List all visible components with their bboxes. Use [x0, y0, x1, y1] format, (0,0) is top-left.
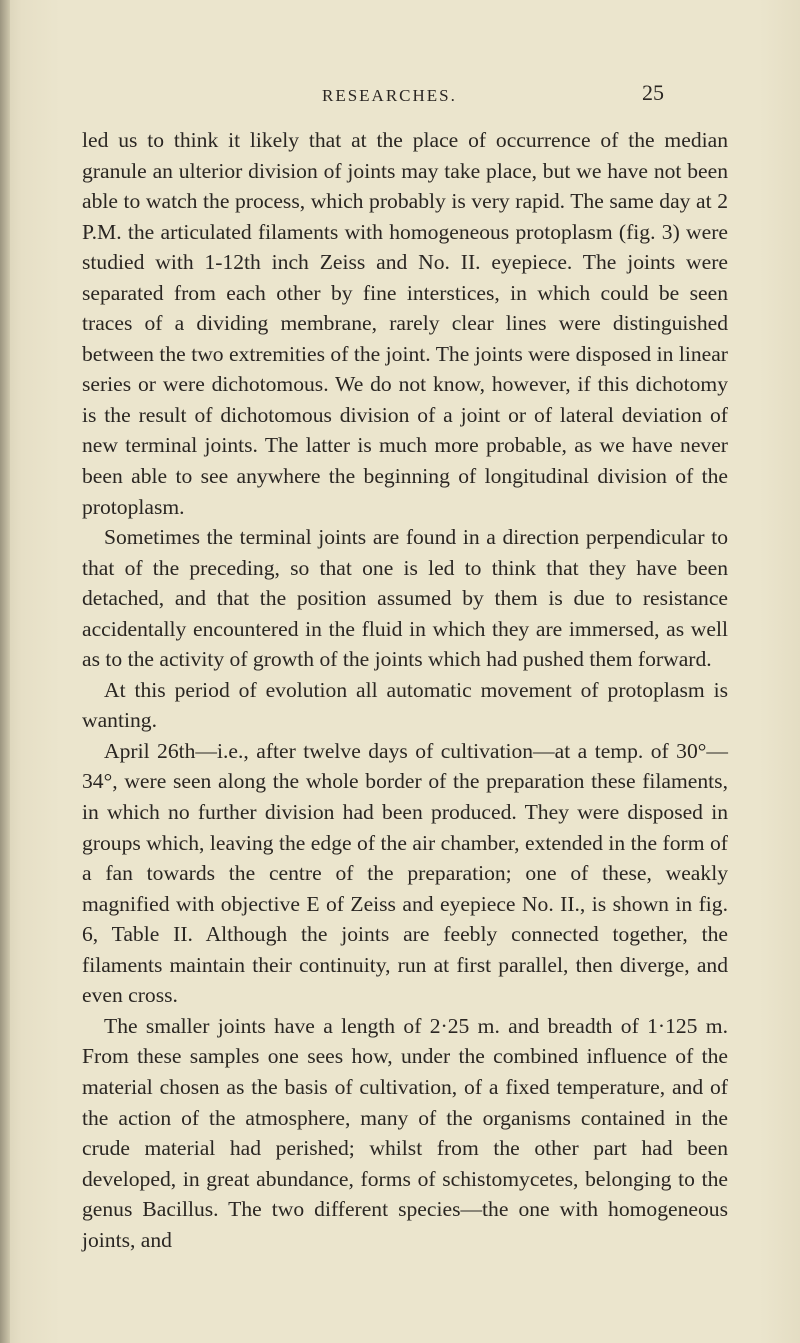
page-number: 25 — [642, 80, 664, 105]
paragraph: The smaller joints have a length of 2·25 m. and breadth of 1·125 m. From these samples one sees how, under the combined influence of the material chosen as the basis of cultivation, of a fixed temperature, and of the action of the atmosphere, many of the organisms contained in the crude material had perished; whilst from the other part had been developed, in great abundance, forms of schistomycetes, belonging to the genus Bacillus. The two different species—the one with homogeneous joints, and — [82, 1013, 728, 1252]
paragraph: Sometimes the terminal joints are found in a direction perpendicular to that of the preceding, so that one is led to think that they have been detached, and that the position assumed by them is due to resistance accidentally encountered in the fluid in which they are immersed, as well as to the activity of growth of the joints which had pushed them forward. — [82, 525, 728, 672]
book-spine-shadow — [0, 0, 10, 1343]
paragraph: April 26th—i.e., after twelve days of cultivation—at a temp. of 30°—34°, were seen along the whole border of the preparation these filaments, in which no further division had been produced. They were disposed in groups which, leaving the edge of the air chamber, extended in the form of a fan towards the centre of the preparation; one of these, weakly magnified with objective E of Zeiss and eyepiece No. II., is shown in fig. 6, Table II. Although the joints are feebly connected together, the filaments maintain their continuity, run at first parallel, then diverge, and even cross. — [82, 738, 728, 1008]
page-header — [0, 80, 800, 116]
paragraph: led us to think it likely that at the place of occurrence of the median granule an ulterior division of joints may take place, but we have not been able to watch the process, which probably is very rapid. The same day at 2 P.M. the articulated filaments with homogeneous protoplasm (fig. 3) were studied with 1-12th inch Zeiss and No. II. eyepiece. The joints were separated from each other by fine interstices, in which could be seen traces of a dividing membrane, rarely clear lines were distinguished between the two extremities of the joint. The joints were disposed in linear series or were dichotomous. We do not know, however, if this dichotomy is the result of dichotomous division of a joint or of lateral deviation of new terminal joints. The latter is much more probable, as we have never been able to see anywhere the beginning of longitudinal division of the protoplasm. — [82, 128, 728, 519]
running-head: RESEARCHES. — [322, 86, 457, 105]
body-text — [82, 125, 728, 1255]
paragraph: At this period of evolution all automatic movement of protoplasm is wanting. — [82, 677, 728, 733]
